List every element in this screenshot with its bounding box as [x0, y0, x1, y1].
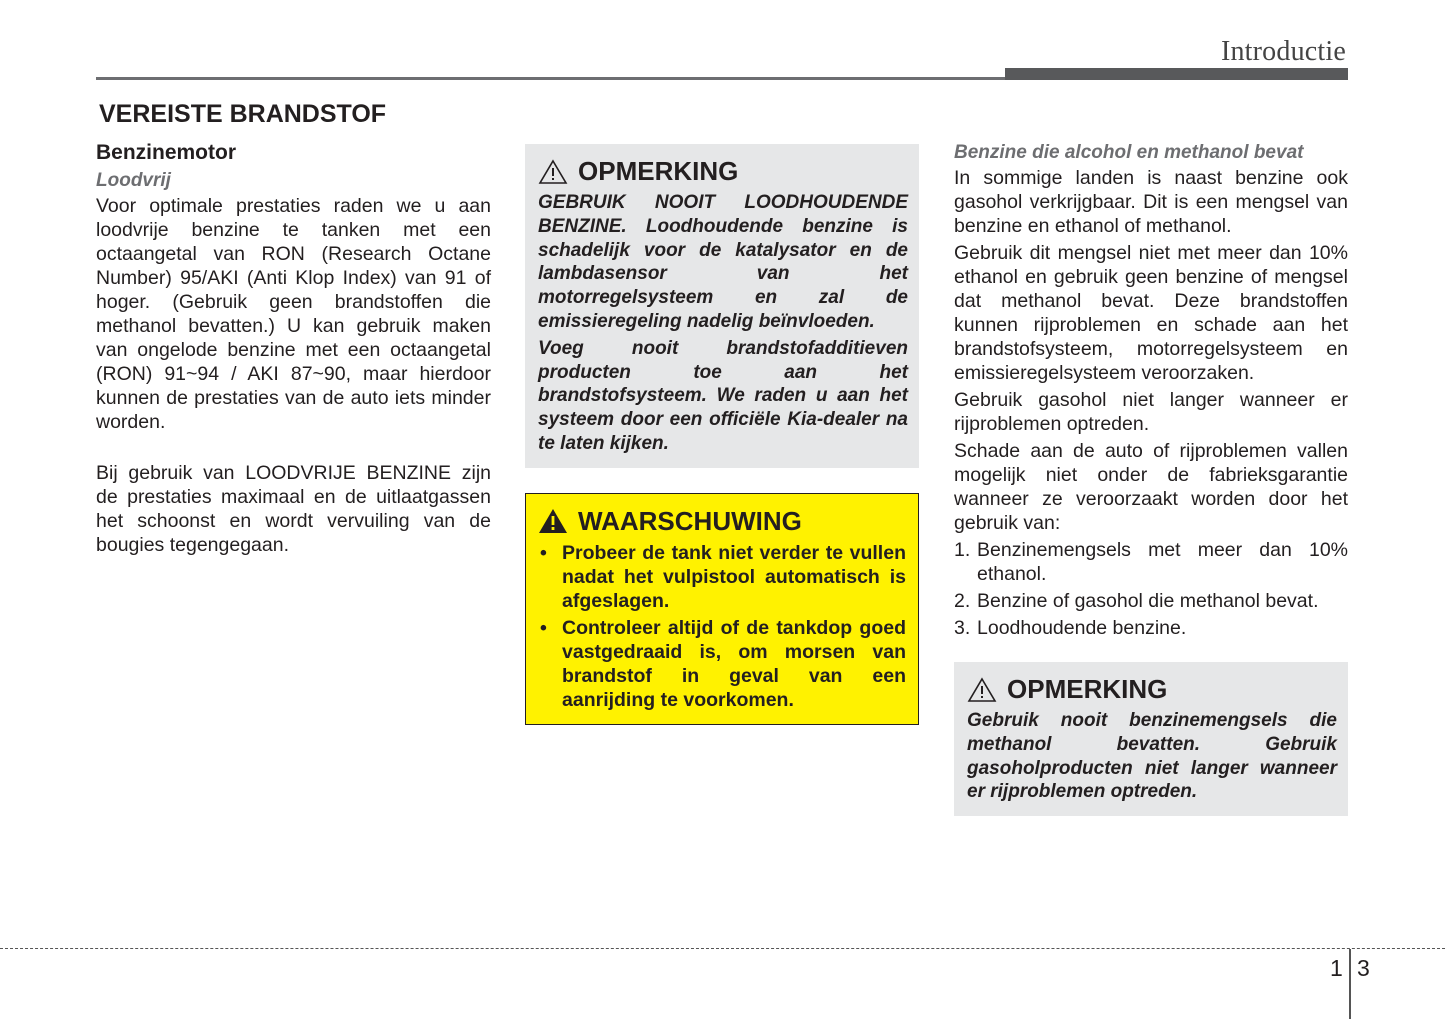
warning-item: • Controleer altijd of de tankdop goed vastgedraaid is, om morsen van brandstof in geval van een aanrijding te voorkomen.: [540, 616, 906, 711]
chapter-number: 1: [1330, 955, 1343, 981]
warning-icon: [538, 508, 568, 534]
column-right: [954, 141, 1348, 816]
bullet: •: [540, 541, 547, 564]
footer-dashed-rule: [0, 948, 1445, 949]
paragraph: Gebruik dit mengsel niet met meer dan 10% ethanol en gebruik geen benzine of mengsel dat methanol bevat. Deze brandstoffen kunnen rijproblemen en schade aan het brandstofsysteem, motorregelsysteem en emissieregelsysteem veroorzaken.: [954, 242, 1348, 384]
note-title: OPMERKING: [1007, 674, 1168, 704]
bullet: •: [540, 616, 547, 639]
caution-icon: [967, 677, 997, 703]
list-item: 2. Benzine of gasohol die methanol bevat.: [954, 590, 1319, 612]
note-box: [525, 144, 919, 468]
note-text: Gebruik nooit benzinemengsels die methanol bevatten. Gebruik gasoholproducten niet langer wanneer er rijproblemen optreden.: [967, 710, 1337, 803]
warning-box: [525, 493, 919, 725]
subheading-loodvrij: Loodvrij: [96, 170, 171, 191]
paragraph: In sommige landen is naast benzine ook gasohol verkrijgbaar. Dit is een mengsel van benzine en ethanol of methanol.: [954, 167, 1348, 237]
note-text: GEBRUIK NOOIT LOODHOUDENDE BENZINE. Loodhoudende benzine is schadelijk voor de katalysator en de lambdasensor van het motorregelsysteem en zal de emissieregeling nadelig beïnvloeden.: [538, 192, 908, 332]
note-text: Voeg nooit brandstofadditieven producten toe aan het brandstofsysteem. We raden u aan het systeem door een officiële Kia-dealer na te laten kijken.: [538, 337, 908, 454]
note-title: OPMERKING: [578, 156, 739, 186]
subheading-alcohol: Benzine die alcohol en methanol bevat: [954, 142, 1304, 163]
paragraph: Gebruik gasohol niet langer wanneer er rijproblemen optreden.: [954, 389, 1348, 435]
paragraph: Voor optimale prestaties raden we u aan loodvrije benzine te tanken met een octaangetal van RON (Research Octane Number) 95/AKI (Anti Klop Index) van 91 of hoger. (Gebruik geen brandstoffen die methanol bevatten.) U kan gebruik maken van ongelode benzine met een octaangetal (RON) 91~94 / AKI 87~90, maar hierdoor kunnen de prestaties van de auto iets minder worden.: [96, 195, 491, 433]
header-bar: [1005, 68, 1348, 80]
list-item: 3. Loodhoudende benzine.: [954, 617, 1187, 639]
warning-title: WAARSCHUWING: [578, 505, 802, 536]
list-item: 1. Benzinemengsels met meer dan 10% ethanol.: [954, 539, 1348, 585]
note-box: [954, 662, 1348, 816]
page-number: 3: [1357, 955, 1370, 981]
column-middle: [525, 144, 919, 725]
paragraph: Schade aan de auto of rijproblemen vallen mogelijk niet onder de fabrieksgarantie wanneer ze veroorzaakt worden door het gebruik van:: [954, 440, 1348, 534]
paragraph: Bij gebruik van LOODVRIJE BENZINE zijn de prestaties maximaal en de uitlaatgassen het schoonst en wordt vervuiling van de bougies tegengegaan.: [96, 462, 491, 556]
column-left: [96, 141, 491, 557]
heading-benzinemotor: Benzinemotor: [96, 141, 237, 164]
warning-item: • Probeer de tank niet verder te vullen nadat het vulpistool automatisch is afgeslagen.: [540, 541, 906, 612]
section-title: VEREISTE BRANDSTOF: [99, 100, 387, 128]
page-number-divider: [1349, 949, 1351, 1019]
header-rule: [96, 77, 1006, 80]
chapter-title: Introductie: [1220, 36, 1346, 67]
caution-icon: [538, 159, 568, 185]
